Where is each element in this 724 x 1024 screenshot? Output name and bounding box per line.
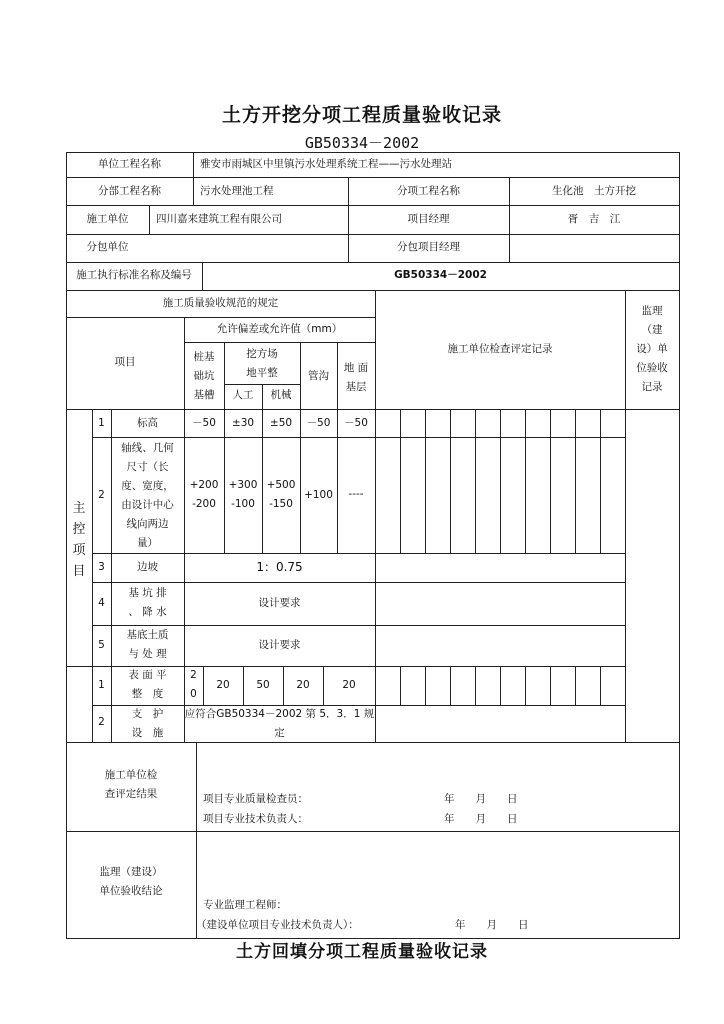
inspector-label: 项目专业质量检查员： [203, 793, 308, 805]
supervisor-label: 专业监理工程师： [203, 899, 287, 911]
general1-name: 表 面 平 整 度 [128, 669, 167, 700]
row2-no: 2 [98, 489, 105, 501]
row5-no: 5 [98, 639, 105, 651]
contractor-label: 施工单位 [86, 213, 129, 225]
general2-name: 支 护 设 施 [131, 708, 164, 739]
general1-manual: 20 [216, 679, 230, 691]
row3-name: 边坡 [137, 561, 158, 573]
general1-ground: 20 [342, 679, 356, 691]
row1-machine: ±50 [269, 417, 293, 429]
standard-code: GB50334－2002 [304, 134, 420, 152]
row3-value: 1：0.75 [256, 560, 303, 574]
inspector-date: 年 月 日 [444, 793, 518, 805]
subcontractor-label: 分包单位 [86, 241, 129, 253]
row2-pile: +200 -200 [189, 479, 219, 510]
col-site-2: 地平整 [246, 367, 278, 379]
item-project-label: 分项工程名称 [397, 185, 460, 197]
supervision-label: 监理 （建 设）单 位验收 记录 [636, 305, 668, 393]
row1-pile: －50 [192, 417, 216, 429]
general1-trench: 20 [296, 679, 310, 691]
row1-name: 标高 [137, 417, 158, 429]
item-project-value: 生化池 土方开挖 [552, 185, 636, 197]
standard-value: GB50334－2002 [394, 269, 487, 281]
accept-date: 年 月 日 [455, 919, 529, 931]
contractor-value: 四川嘉来建筑工程有限公司 [156, 213, 282, 225]
general1-machine: 50 [256, 679, 270, 691]
row3-no: 3 [98, 561, 105, 573]
row1-trench: －50 [306, 417, 331, 429]
row1-ground: －50 [344, 417, 368, 429]
accept-label: 监理（建设） 单位验收结论 [99, 866, 163, 897]
col-ground-1: 地 面 [343, 362, 369, 374]
general1-no: 1 [98, 679, 105, 691]
general1-pile: 2 0 [190, 669, 197, 700]
row2-machine: +500 -150 [266, 479, 296, 510]
col-site-1: 挖方场 [246, 348, 278, 360]
row2-ground: ---- [348, 488, 364, 500]
tech-lead-label: 项目专业技术负责人： [203, 813, 308, 825]
row4-no: 4 [98, 597, 105, 609]
col-trench: 管沟 [308, 370, 329, 382]
row1-no: 1 [98, 417, 105, 429]
sub-project-label: 分部工程名称 [98, 185, 161, 197]
owner-lead-label: （建设单位项目专业技术负责人）： [196, 919, 359, 931]
row2-trench: +100 [304, 489, 333, 501]
general2-value: 应符合GB50334－2002 第 5．3．1 规 定 [184, 708, 375, 739]
sub-pm-label: 分包项目经理 [397, 241, 460, 253]
item-label: 项目 [114, 356, 136, 368]
unit-project-value: 雅安市雨城区中里镇污水处理系统工程——污水处理站 [200, 158, 452, 170]
page-title: 土方开挖分项工程质量验收记录 [221, 104, 502, 126]
main-control-label: 主 控 项 目 [72, 501, 86, 579]
sub-project-value: 污水处理池工程 [200, 185, 274, 197]
row5-value: 设计要求 [258, 639, 301, 651]
col-ground-2: 基层 [345, 381, 367, 393]
row2-name: 轴线、几何 尺寸（长 度、宽度， 由设计中心 线向两边 量） [121, 442, 174, 549]
row1-manual: ±30 [231, 417, 255, 429]
col-manual: 人工 [232, 389, 254, 401]
eval-label: 施工单位检 查评定结果 [104, 769, 158, 800]
row4-name: 基 坑 排 、 降 水 [128, 587, 167, 618]
general2-no: 2 [98, 716, 105, 728]
next-section-title: 土方回填分项工程质量验收记录 [236, 942, 488, 962]
row5-name: 基底土质 与 处 理 [126, 629, 169, 660]
col-pile: 桩基 础坑 基槽 [193, 351, 215, 401]
pm-value: 胥 吉 江 [567, 213, 621, 225]
pm-label: 项目经理 [407, 213, 450, 225]
tolerance-title: 允许偏差或允许值（mm） [216, 323, 343, 335]
row2-manual: +300 -100 [228, 479, 258, 510]
standard-label: 施工执行标准名称及编号 [76, 269, 192, 281]
record-title: 施工单位检查评定记录 [447, 343, 553, 355]
col-machine: 机械 [270, 389, 292, 401]
row4-value: 设计要求 [258, 597, 301, 609]
tech-lead-date: 年 月 日 [444, 813, 518, 825]
spec-title: 施工质量验收规范的规定 [162, 297, 279, 309]
unit-project-label: 单位工程名称 [98, 158, 161, 170]
